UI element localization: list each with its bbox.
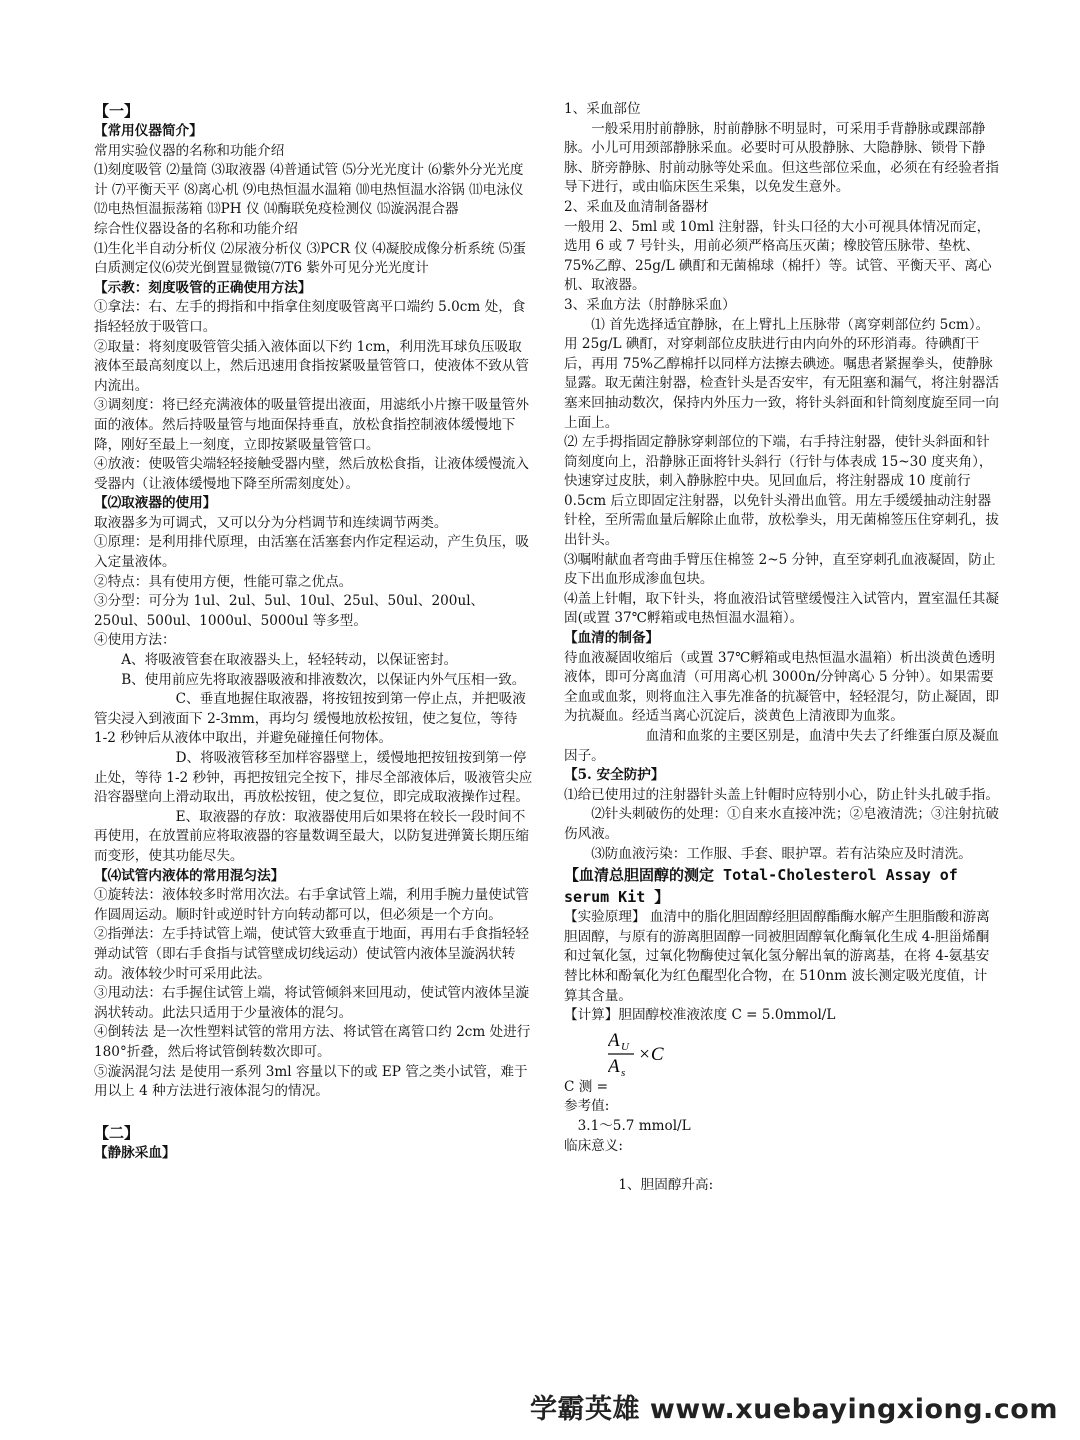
paragraph: ②特点：具有使用方便，性能可靠之优点。 (94, 573, 353, 590)
paragraph: ①原理：是利用排代原理，由活塞在活塞套内作定程运动，产生负压，吸入定量液体。 (94, 534, 529, 571)
subheading-mixing: 【⑷试管内液体的常用混匀法】 (94, 867, 285, 884)
formula-label: C 测 = (564, 1078, 609, 1095)
subheading-instruments: 【常用仪器简介】 (94, 123, 203, 139)
paragraph: 临床意义: (564, 1137, 623, 1154)
paragraph: ⑵针头刺破伤的处理：①自来水直接冲洗；②皂液清洗；③注射抗破伤风液。 (564, 806, 999, 842)
subheading-safety: 【5. 安全防护】 (564, 767, 665, 784)
paragraph: D、将吸液管移至加样容器壁上，缓慢地把按钮按到第一停止处，等待 1-2 秒钟，再把按钮完全按下，排尽全部液体后，吸液管尖应沿容器壁向上滑动取出，再放松按钮，使之复位，即完成取液操作过程。 (94, 750, 533, 806)
paragraph: 2、采血及血清制备器材 (564, 198, 709, 215)
formula-fraction (608, 1028, 698, 1078)
paragraph: 【计算】胆固醇校准液浓度 C = 5.0mmol/L (564, 1007, 836, 1024)
section-title-cholesterol: 【血清总胆固醇的测定 Total-Cholesterol Assay of serum Kit 】 (564, 866, 958, 907)
section-heading-1: 【一】 (94, 102, 140, 120)
formula-numerator: A (608, 1029, 620, 1051)
paragraph: ⑴ 首先选择适宜静脉，在上臂扎上压脉带（离穿刺部位约 5cm）。用 25g/L 碘酊，对穿刺部位皮肤进行由内向外的环形消毒。待碘酊干后，再用 75%乙醇棉扦以同样方法擦去碘迹。嘱患者紧握拳头，使静脉显露。取无菌注射器，检查针头是否安牢，有无阻塞和漏气，将注射器活塞来回抽动数次，保持内外压力一致，将针头斜面和针筒刻度旋至同一向上面上。 (564, 316, 999, 431)
paragraph: 血清和血浆的主要区别是，血清中失去了纤维蛋白原及凝血因子。 (564, 728, 1000, 764)
paragraph: 待血液凝固收缩后（或置 37℃孵箱或电热恒温水温箱）析出淡黄色透明液体，即可分离血清（可用离心机 3000n/分钟离心 5 分钟）。如果需要全血或血浆，则将血注入事先准备的抗凝管中，轻轻混匀，防止凝固，即为抗凝血。经适当离心沉淀后，淡黄色上清液即为血浆。 (564, 649, 999, 725)
paragraph: ①旋转法：液体较多时常用次法。右手拿试管上端，利用手腕力量使试管作圆周运动。顺时针或逆时针方向转动都可以，但必须是一个方向。 (94, 887, 529, 923)
paragraph: 1、胆固醇升高: (618, 1177, 714, 1194)
paragraph: ④倒转法 是一次性塑料试管的常用方法、将试管在离管口约 2cm 处进行 180°折叠，然后将试管倒转数次即可。 (94, 1024, 531, 1060)
paragraph: ③甩动法：右手握住试管上端，将试管倾斜来回甩动，使试管内液体呈漩涡状转动。此法只适用于少量液体的混匀。 (94, 985, 529, 1021)
formula (564, 1028, 1000, 1078)
subheading-venous-blood: 【静脉采血】 (94, 1144, 176, 1161)
subheading-pipette: 【示教：刻度吸管的正确使用方法】 (94, 279, 312, 296)
formula-times-c: ×C (638, 1043, 664, 1065)
right-column (564, 100, 1000, 1196)
paragraph: C、垂直地握住取液器，将按钮按到第一停止点，并把吸液管尖浸入到液面下 2-3mm，再均匀 缓慢地放松按钮，使之复位，等待 1-2 秒钟后从液体中取出，并避免碰撞任何物体。 (94, 691, 526, 747)
paragraph: 常用实验仪器的名称和功能介绍 (94, 142, 285, 159)
paragraph: ⑴给已使用过的注射器针头盖上针帽时应特别小心，防止针头扎破手指。 (564, 786, 999, 803)
paragraph: 一般采用肘前静脉，肘前静脉不明显时，可采用手背静脉或踝部静脉。小儿可用颈部静脉采血。必要时可从股静脉、大隐静脉、锁骨下静脉、脐旁静脉、肘前动脉等处采血。但这些部位采血，必须在有经验者指导下进行，或由临床医生采集，以免发生意外。 (564, 120, 999, 196)
paragraph: B、使用前应先将取液器吸液和排液数次，以保证内外气压相一致。 (121, 671, 526, 688)
formula-denominator-sub: s (621, 1066, 626, 1078)
section-heading-2: 【二】 (94, 1123, 140, 1142)
paragraph: ④放液：使吸管尖端轻轻接触受器内壁，然后放松食指，让液体缓慢流入受器内（让液体缓慢地下降至所需刻度处）。 (94, 456, 529, 492)
paragraph: ⑵ 左手拇指固定静脉穿刺部位的下端，右手持注射器，使针头斜面和针筒刻度向上，沿静脉正面将针头斜行（行针与体表成 15~30 度夹角），快速穿过皮肤，刺入静脉腔中央。见回血后，将注射器成 10 度前行 0.5cm 后立即固定注射器，以免针头滑出血管。用左手缓缓抽动注射器针栓，至所需血量后解除止血带，放松拳头，用无菌棉签压住穿刺孔，拔出针头。 (564, 434, 999, 549)
paragraph: ⑴刻度吸管 ⑵量筒 ⑶取液器 ⑷普通试管 ⑸分光光度计 ⑹紫外分光光度计 ⑺平衡天平 ⑻离心机 ⑼电热恒温水温箱 ⑽电热恒温水浴锅 ⑾电泳仪 ⑿电热恒温振荡箱 ⒀PH 仪 ⒁酶联免疫检测仪 ⒂漩涡混合器 (94, 162, 524, 218)
paragraph: ③调刻度：将已经充满液体的吸量管提出液面，用滤纸小片擦干吸量管外面的液体。然后持吸量管与地面保持垂直，放松食指控制液体缓慢地下降，刚好至最上一刻度，立即按紧吸量管管口。 (94, 397, 529, 453)
paragraph: 综合性仪器设备的名称和功能介绍 (94, 220, 298, 237)
formula-numerator-sub: U (621, 1040, 629, 1053)
paragraph: 3、采血方法（肘静脉采血） (564, 296, 736, 313)
paragraph: ②取量：将刻度吸管管尖插入液体面以下约 1cm，利用洗耳球负压吸取液体至最高刻度以上，然后迅速用食指按紧吸量管管口，使液体不致从管内流出。 (94, 338, 529, 394)
paragraph: ②指弹法：左手持试管上端，使试管大致垂直于地面，再用右手食指轻轻弹动试管（即右手食指与试管壁成切线运动）使试管内液体呈漩涡状转动。液体较少时可采用此法。 (94, 926, 529, 982)
subheading-dispenser: 【⑵取液器的使用】 (94, 495, 217, 512)
paragraph: ⑤漩涡混匀法 是使用一系列 3ml 容量以下的或 EP 管之类小试管，难于用以上 4 种方法进行液体混匀的情况。 (94, 1063, 528, 1100)
paragraph: 3.1～5.7 mmol/L (577, 1117, 691, 1134)
paragraph: ⑶防血液污染：工作服、手套、眼护罩。若有沾染应及时清洗。 (591, 845, 972, 862)
paragraph: 参考值: (564, 1098, 610, 1115)
paragraph: ⑷盖上针帽，取下针头，将血液沿试管壁缓慢注入试管内，置室温任其凝固(或置 37℃孵箱或电热恒温水温箱）。 (564, 590, 999, 627)
left-column (94, 100, 534, 1163)
paragraph: A、将吸液管套在取液器头上，轻轻转动，以保证密封。 (121, 652, 458, 669)
paragraph: ①拿法：右、左手的拇指和中指拿住刻度吸管离平口端约 5.0cm 处，食指轻轻放于吸管口。 (94, 299, 526, 335)
footer-watermark: 学霸英雄 www.xuebayingxiong.com (529, 1394, 1058, 1425)
paragraph: E、取液器的存放：取液器使用后如果将在较长一段时间不再使用，在放置前应将取液器的容量数调至最大，以防复进弹簧长期压缩而变形，使其功能尽失。 (94, 808, 529, 864)
paragraph: ③分型：可分为 1ul、2ul、5ul、10ul、25ul、50ul、200ul、250ul、500ul、1000ul、5000ul 等多型。 (94, 593, 485, 629)
paragraph: 一般用 2、5ml 或 10ml 注射器，针头口径的大小可视具体情况而定，选用 6 或 7 号针头，用前必须严格高压灭菌；橡胶管压脉带、垫枕、75%乙醇、25g/L 碘酊和无菌棉球（棉扦）等。试管、平衡天平、离心机、取液器。 (564, 218, 992, 294)
paragraph: ⑶嘱咐献血者弯曲手臂压住棉签 2~5 分钟，直至穿刺孔血液凝固，防止皮下出血形成渗血包块。 (564, 551, 996, 588)
paragraph: ④使用方法： (94, 632, 176, 649)
paragraph: 取液器多为可调式，又可以分为分档调节和连续调节两类。 (94, 514, 448, 531)
formula-denominator: A (608, 1055, 620, 1077)
paragraph: ⑴生化半自动分析仪 ⑵尿液分析仪 ⑶PCR 仪 ⑷凝胶成像分析系统 ⑸蛋白质测定仪⑹荧光倒置显微镜⑺T6 紫外可见分光光度计 (94, 240, 527, 277)
paragraph: 【实验原理】 血清中的脂化胆固醇经胆固醇酯酶水解产生胆脂酸和游离胆固醇，与原有的游离胆固醇一同被胆固醇氧化酶氧化生成 4-胆甾烯酮和过氧化氢，过氧化物酶使过氧化氢分解出氧的游离基，在将 4-氨基安替比林和酚氧化为红色醌型化合物，在 510nm 波长测定吸光度值，计算其含量。 (564, 909, 990, 1004)
subheading-serum-prep: 【血清的制备】 (564, 630, 660, 647)
paragraph: 1、采血部位 (564, 101, 641, 117)
